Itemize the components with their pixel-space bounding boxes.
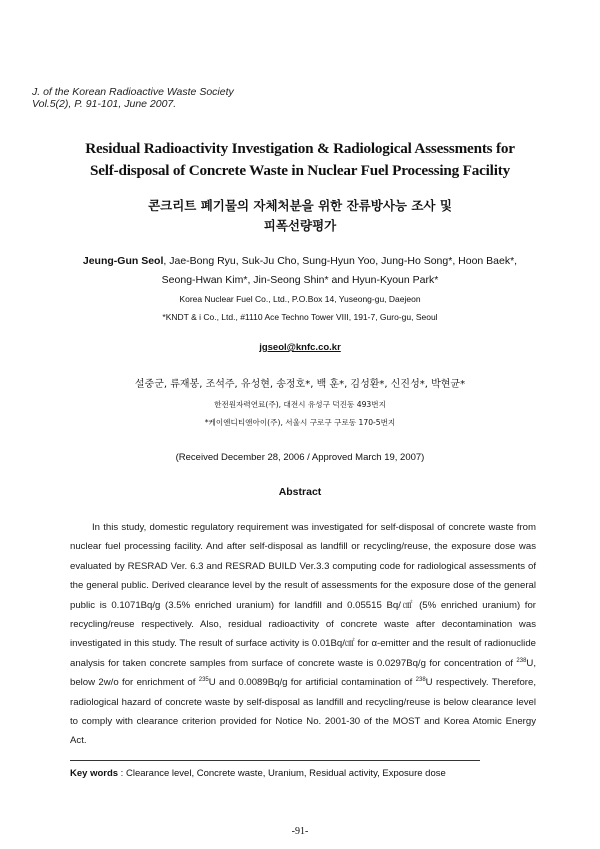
author-list [40,252,560,290]
lead-author: Jeung-Gun Seol [82,255,164,267]
keywords-separator: : [118,768,126,779]
abstract-body [70,518,536,751]
english-title-line-2: Self-disposal of Concrete Waste in Nuclear Fuel Processing Facility [90,162,510,179]
abstract-heading: Abstract [278,486,322,498]
keywords-divider [70,760,480,761]
abstract-part-4: U respectively. Therefore, radiological hazard of concrete waste by self-disposal as landfill and recycling/reuse is below clearance level to comply with clearance criterion provided for Notice No. 2001-30 of the MOST and Korea Atomic Energy Act. [70,677,536,747]
abstract-part-1: In this study, domestic regulatory requirement was investigated for self-disposal of concrete waste from nuclear fuel processing facility. And after self-disposal as landfill or recycling/reuse, the exposure dose was evaluated by RESRAD Ver. 6.3 and RESRAD BUILD Ver.3.3 computing code for radiological assessments of the general public. Derived clearance level by the result of assessments for the exposure dose of the general public is 0.1071Bq/g (3.5% enriched uranium) for landfill and 0.05515 Bq/㎠ (5% enriched uranium) for recycling/reuse respectively. Also, residual radioactivity of concrete waste after decontamination was investigated in this study. The result of surface activity is 0.01Bq/㎠ for α-emitter and the result of radionuclide analysis for taken concrete samples from surface of concrete waste is 0.0297Bq/g for concentration of [70,522,536,669]
korean-affiliations [40,396,560,432]
contact-email[interactable]: jgseol@knfc.co.kr [259,342,341,353]
journal-volume: Vol.5(2), P. 91-101, June 2007. [32,98,177,110]
journal-citation [32,86,234,110]
isotope-superscript-3: 238 [415,677,426,684]
affiliations [40,290,560,326]
korean-author-list: 설중군, 류재봉, 조석주, 유성현, 송정호*, 백 훈*, 김성환*, 신진성*, 박현균* [134,379,466,390]
korean-title-line-1: 콘크리트 폐기물의 자체처분을 위한 잔류방사능 조사 및 [148,198,452,213]
english-title-line-1: Residual Radioactivity Investigation & Radiological Assessments for [85,140,515,157]
keywords-text: Clearance level, Concrete waste, Uranium, Residual activity, Exposure dose [125,768,446,779]
affiliation-1: Korea Nuclear Fuel Co., Ltd., P.O.Box 14, Yuseong-gu, Daejeon [179,294,421,304]
isotope-superscript-1: 238 [516,657,527,664]
abstract-part-2: U, below 2w/o for enrichment of [70,657,536,689]
korean-title-line-2: 피폭선량평가 [263,218,337,233]
author-line-1 [40,252,560,271]
korean-title [40,196,560,236]
korean-affiliation-2: *케이엔디티앤아이(주), 서울시 구로구 구로동 170-5번지 [204,418,396,427]
english-title [40,138,560,182]
received-dates: (Received December 28, 2006 / Approved March 19, 2007) [175,452,425,463]
co-authors: , Jae-Bong Ryu, Suk-Ju Cho, Sung-Hyun Yoo, Jung-Ho Song*, Hoon Baek*, [163,255,518,267]
korean-affiliation-1: 한전원자력연료(주), 대전시 유성구 덕진동 493번지 [214,400,386,409]
journal-name: J. of the Korean Radioactive Waste Society [32,86,234,98]
author-line-2: Seong-Hwan Kim*, Jin-Seong Shin* and Hyun-Kyoun Park* [161,274,439,286]
keywords-label: Key words [70,768,119,779]
abstract-part-3: U and 0.0089Bq/g for artificial contamination of [208,677,416,689]
page-number: -91- [291,826,309,837]
affiliation-2: *KNDT & i Co., Ltd., #1110 Ace Techno Tower VIII, 191-7, Guro-gu, Seoul [162,312,438,322]
keywords [70,768,446,779]
isotope-superscript-2: 235 [198,677,209,684]
